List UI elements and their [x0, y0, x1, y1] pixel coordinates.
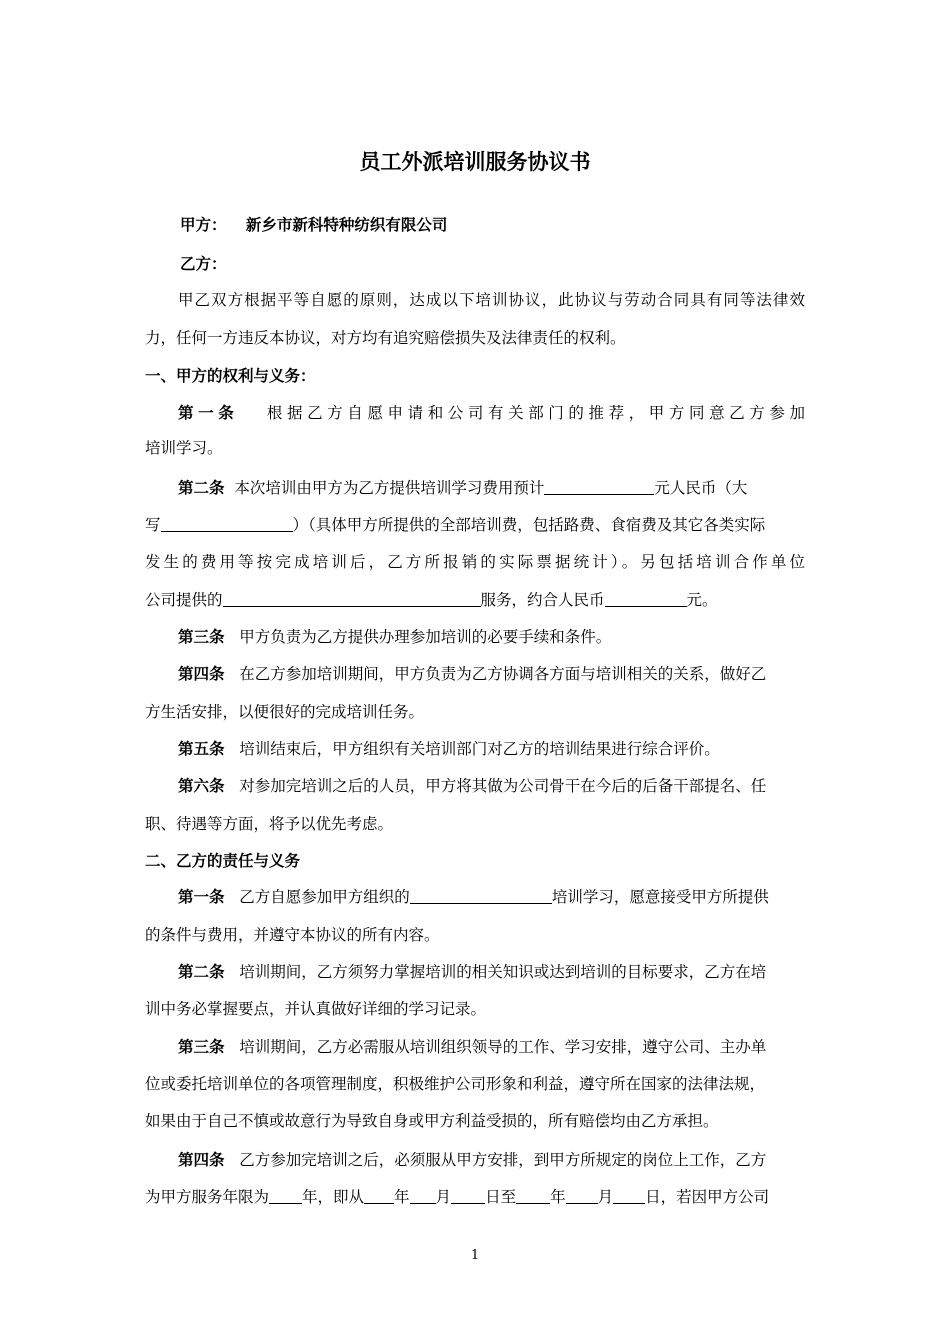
s1-article2-text-g: 元。: [686, 591, 718, 609]
service-fee-blank: [605, 591, 687, 607]
s2-article1-label: 第一条: [178, 888, 225, 906]
s2-article4-text-a: 为甲方服务年限为: [145, 1188, 270, 1206]
s2-article1-line1: [178, 886, 805, 908]
s1-article6-line1: [178, 775, 805, 797]
s1-article6-label: 第六条: [178, 777, 225, 795]
s1-article2-text-c: 写: [145, 516, 161, 534]
s1-article4-line2: 方生活安排，以便很好的完成培训任务。: [145, 703, 425, 721]
s1-article2-text-d: ）（具体甲方所提供的全部培训费，包括路费、食宿费及其它各类实际: [292, 516, 766, 534]
page-number: 1: [470, 1248, 480, 1263]
s2-article4-text-f: 年: [550, 1188, 566, 1206]
s2-article4-line2: [145, 1186, 805, 1208]
s1-article2-line4: [145, 589, 805, 611]
years-blank: [269, 1188, 302, 1204]
party-a-name: 新乡市新科特种纺织有限公司: [245, 216, 448, 234]
s2-article1-line2: 的条件与费用，并遵守本协议的所有内容。: [145, 926, 440, 944]
s2-article2-line1: [178, 961, 805, 983]
fee-blank: [544, 479, 654, 495]
s1-article2-text-b: 元人民币（大: [654, 479, 748, 497]
document-title: 员工外派培训服务协议书: [359, 150, 591, 174]
s2-article3-line1: [178, 1036, 805, 1058]
s1-article2-label: 第二条: [178, 479, 225, 497]
fee-capital-blank: [161, 516, 293, 532]
s2-article3-label: 第三条: [178, 1038, 225, 1056]
s1-article3-label: 第三条: [178, 628, 225, 646]
party-b-label: 乙方：: [180, 255, 227, 273]
s1-article1-label: 第一条: [178, 404, 239, 422]
s1-article2-line1: [178, 477, 805, 499]
party-a-line: [180, 214, 840, 236]
s1-article4-label: 第四条: [178, 665, 225, 683]
s2-article1-text-b: 培训学习，愿意接受甲方所提供: [551, 888, 769, 906]
start-year-blank: [364, 1188, 394, 1204]
section2-heading: 二、乙方的责任与义务: [145, 852, 301, 870]
s1-article2-line3: 发生的费用等按完成培训后，乙方所报销的实际票据统计）。另包括培训合作单位: [145, 553, 805, 571]
end-year-blank: [516, 1188, 550, 1204]
s1-article1-line1: [178, 402, 805, 424]
party-a-label: 甲方：: [180, 216, 227, 234]
s1-article2-text-a: 本次培训由甲方为乙方提供培训学习费用预计: [234, 479, 545, 497]
s1-article6-line2: 职、待遇等方面，将予以优先考虑。: [145, 815, 394, 833]
s2-article2-line2: 训中务必掌握要点，并认真做好详细的学习记录。: [145, 1000, 487, 1018]
end-month-blank: [566, 1188, 598, 1204]
s1-article5-text: 培训结束后，甲方组织有关培训部门对乙方的培训结果进行综合评价。: [239, 740, 720, 758]
s2-article3-text: 培训期间，乙方必需服从培训组织领导的工作、学习安排，遵守公司、主办单: [239, 1038, 767, 1056]
s2-article4-label: 第四条: [178, 1151, 225, 1169]
intro-line-2: 力，任何一方违反本协议，对方均有追究赔偿损失及法律责任的权利。: [145, 329, 626, 347]
start-month-blank: [410, 1188, 436, 1204]
section1-heading: 一、甲方的权利与义务：: [145, 367, 316, 385]
training-name-blank: [410, 888, 552, 904]
s1-article5: [178, 738, 805, 760]
s2-article4-line1: [178, 1149, 805, 1171]
s1-article2-text-e: 公司提供的: [145, 591, 223, 609]
s1-article4-text: 在乙方参加培训期间，甲方负责为乙方协调各方面与培训相关的关系，做好乙: [239, 665, 767, 683]
s2-article4-text-c: 年: [394, 1188, 410, 1206]
s2-article4-text: 乙方参加完培训之后，必须服从甲方安排，到甲方所规定的岗位上工作，乙方: [239, 1151, 767, 1169]
s1-article1-text: 根据乙方自愿申请和公司有关部门的推荐，甲方同意乙方参加: [266, 404, 805, 422]
s2-article2-text: 培训期间，乙方须努力掌握培训的相关知识或达到培训的目标要求，乙方在培: [239, 963, 767, 981]
s2-article2-label: 第二条: [178, 963, 225, 981]
s2-article3-line2: 位或委托培训单位的各项管理制度，积极维护公司形象和利益，遵守所在国家的法律法规，: [145, 1075, 766, 1093]
s2-article4-text-g: 月: [597, 1188, 614, 1206]
s2-article3-line3: 如果由于自己不慎或故意行为导致自身或甲方利益受损的，所有赔偿均由乙方承担。: [145, 1112, 719, 1130]
s2-article4-text-e: 日至: [485, 1188, 517, 1206]
s1-article3: [178, 626, 805, 648]
end-day-blank: [613, 1188, 645, 1204]
s1-article1-line2: 培训学习。: [145, 439, 223, 457]
s1-article6-text: 对参加完培训之后的人员，甲方将其做为公司骨干在今后的后备干部提名、任: [239, 777, 767, 795]
s1-article2-line2: [145, 514, 805, 536]
intro-line-1: 甲乙双方根据平等自愿的原则，达成以下培训协议，此协议与劳动合同具有同等法律效: [178, 291, 805, 309]
service-blank: [223, 591, 481, 607]
start-day-blank: [451, 1188, 485, 1204]
s2-article4-text-b: 年，即从: [302, 1188, 365, 1206]
s1-article4-line1: [178, 663, 805, 685]
s2-article4-text-d: 月: [435, 1188, 452, 1206]
s2-article1-text-a: 乙方自愿参加甲方组织的: [239, 888, 410, 906]
s1-article5-label: 第五条: [178, 740, 225, 758]
s2-article4-text-h: 日，若因甲方公司: [645, 1188, 770, 1206]
s1-article3-text: 甲方负责为乙方提供办理参加培训的必要手续和条件。: [239, 628, 612, 646]
s1-article2-text-f: 服务，约合人民币: [480, 591, 605, 609]
